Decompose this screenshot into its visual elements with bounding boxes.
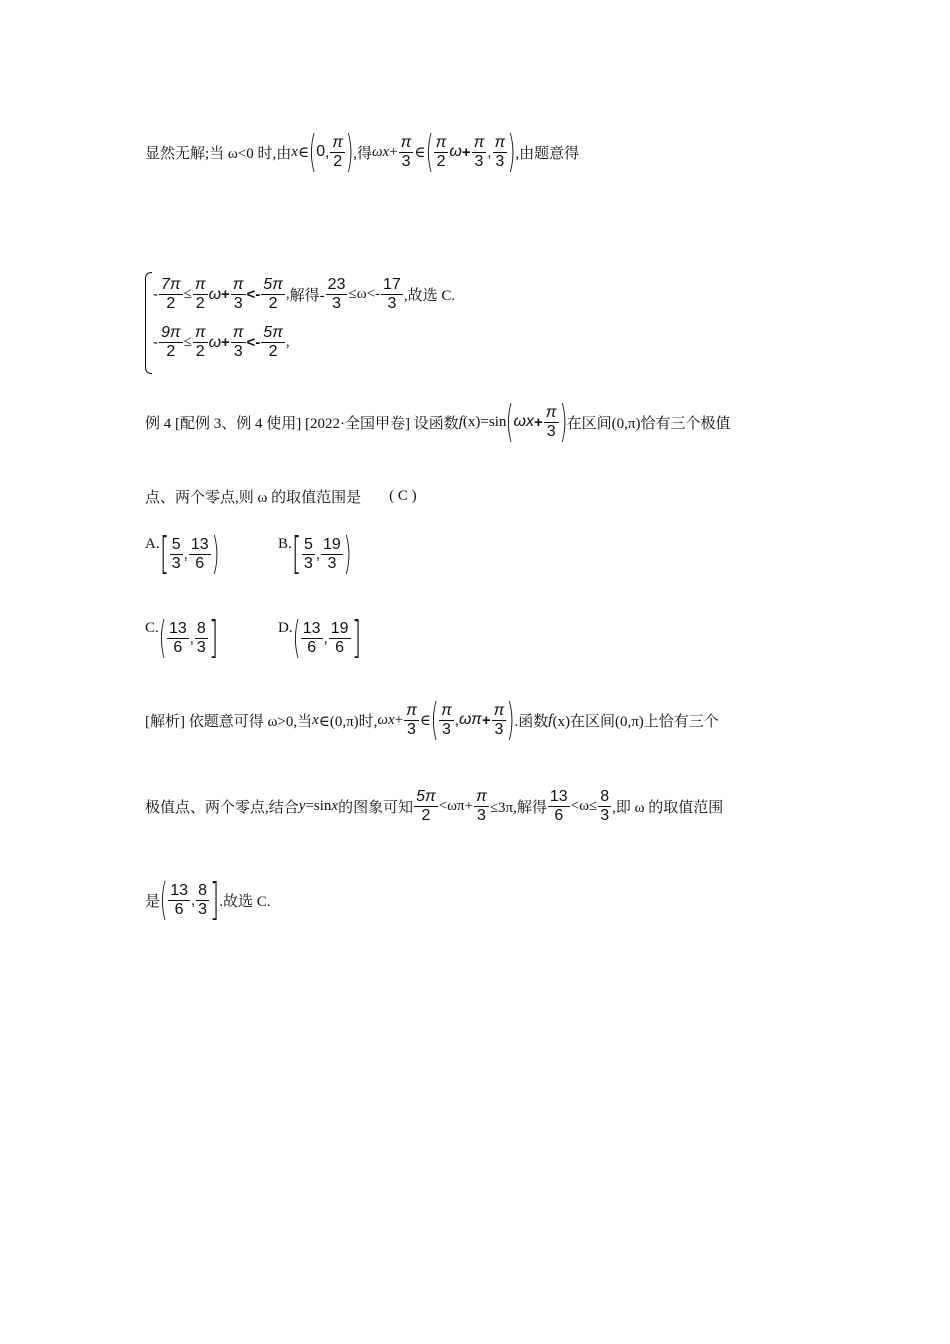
text: ∈ [297,144,310,161]
math-token: B. [278,536,292,552]
math-token: ] [208,612,219,663]
fraction [472,134,487,171]
math-token: , [190,891,196,909]
math-token: ωx [377,711,395,728]
fraction [196,882,209,919]
math-token: 点、两个零点,则 ω 的取值范围是 [145,490,362,506]
plus: + [461,143,471,161]
fraction [434,134,449,171]
fraction [193,276,208,313]
math-token: ≤ω<- [348,286,381,302]
math-token: ( [292,612,301,663]
math-token: , [315,545,321,563]
fraction [189,536,211,573]
math-token: ( [159,874,168,925]
denominator: 6 [554,807,564,824]
math-token: <ωπ+ [438,798,474,814]
numerator: π [406,701,417,719]
denominator: 6 [307,638,317,656]
numerator: π [441,701,452,719]
denominator: 6 [173,638,183,656]
numerator: 7π [161,276,181,293]
math-token: <ω≤ [570,798,598,814]
denominator: 2 [268,343,278,360]
numerator: 9π [161,324,181,341]
fraction [193,324,208,361]
solve-text: 解得- [289,288,325,304]
math-token: 例 4 [配例 3、例 4 使用] [2022·全国甲卷] 设函数 [145,415,459,432]
math-token: ) [507,694,515,745]
numerator: 23 [327,276,346,293]
denominator: 3 [600,807,610,824]
math-token: f [548,711,553,728]
fraction [159,324,183,361]
math-token: ) [211,528,220,579]
math-token: (x)在区间(0,π)上恰有三个 [552,713,719,730]
fraction [167,620,189,657]
fraction [261,276,285,313]
fraction [326,276,348,313]
fraction [231,276,246,313]
fraction [493,134,508,171]
math-token: , [285,286,290,302]
fraction [399,134,414,171]
math-token: <- [246,286,261,303]
answer: ( C ) [389,488,417,504]
system-brace [145,272,152,374]
fraction [414,788,438,825]
math-token: D. [278,620,293,636]
denominator: 3 [495,152,505,170]
numerator: π [232,276,244,293]
math-token: .故选 C. [219,893,271,910]
plus: + [389,143,398,160]
math-token: , [183,545,188,563]
math-token: .函数 [514,713,549,730]
solution-line-1 [145,126,580,177]
denominator: 3 [477,807,486,824]
math-token: ∈ [419,712,431,729]
numerator: π [194,324,206,341]
denominator: 3 [196,638,206,656]
denominator: 3 [198,900,208,918]
numerator: 19 [323,535,341,553]
fraction [544,404,559,441]
math-token: C. [145,620,159,636]
math-token: =sin [305,798,332,814]
denominator: 2 [268,295,278,312]
denominator: 2 [436,152,446,170]
math-token: ( [506,396,514,447]
math-token: , [285,334,290,350]
math-token: y [298,798,306,814]
numerator: π [332,133,344,151]
numerator: π [545,403,557,421]
denominator: 3 [233,343,243,360]
analysis-line-3 [145,874,271,925]
comma: , [325,143,330,161]
math-token: , [454,711,460,729]
numerator: π [476,788,487,805]
example-line-2 [145,486,417,507]
math-token: ωx [513,413,535,430]
fraction [302,536,315,573]
numerator: 8 [600,788,610,805]
numerator: π [435,133,447,151]
math-token: ( [430,694,439,745]
math-token: - [153,334,158,351]
denominator: 3 [474,152,484,170]
denominator: 2 [195,343,205,360]
math-token: + [221,334,230,351]
math-token: f [458,413,463,430]
math-token: + [394,711,404,728]
numerator: π [232,324,244,341]
math-token: ) [343,528,352,579]
numerator: 5π [263,276,283,293]
fraction [492,702,507,739]
math-token: (x)=sin [462,413,507,430]
math-token: ≤ [183,286,192,302]
value: 0 [316,143,326,160]
paren: ) [345,126,354,177]
math-token: x [331,798,339,814]
math-token: A. [145,536,160,552]
fraction [261,324,285,361]
system-row-2 [153,324,290,361]
numerator: 13 [549,788,568,805]
numerator: π [400,133,412,151]
denominator: 3 [332,295,342,312]
math-token: <- [246,334,261,351]
fraction [381,276,403,313]
fraction [159,276,183,313]
system-row-1 [153,276,455,313]
numerator: 5π [263,324,283,341]
math-token: ] [351,612,361,663]
denominator: 2 [166,295,176,312]
denominator: 3 [546,422,556,440]
fraction [329,620,351,657]
math-token: ∈(0,π)时, [318,713,378,730]
var-x: x [291,143,298,160]
math-token: , [189,629,194,647]
fraction [168,882,190,919]
denominator: 3 [407,720,416,738]
numerator: π [493,701,505,719]
numerator: 8 [196,619,206,637]
math-token: ω [208,285,222,303]
denominator: 3 [442,720,451,738]
numerator: 13 [190,535,209,553]
denominator: 3 [387,295,397,312]
math-token: 极值点、两个零点,结合 [145,800,299,816]
math-token: [ [291,528,302,579]
math-token: 是 [145,893,161,910]
text: ,由题意得 [515,145,580,162]
numerator: 5 [171,535,181,553]
math-token: ω [208,333,222,351]
fraction [321,536,343,573]
math-token: x [312,711,319,728]
denominator: 6 [174,900,184,918]
math-token: + [534,413,543,431]
fraction [170,536,183,573]
math-token: ,故选 C. [403,288,456,304]
math-token: ≤ [183,334,192,350]
denominator: 3 [233,295,243,312]
fraction [598,788,611,825]
choice-d [278,612,361,663]
denominator: 2 [195,295,205,312]
math-token: ] [209,874,220,925]
comma: , [487,143,492,161]
denominator: 2 [333,152,343,170]
denominator: 2 [166,343,176,360]
fraction [301,620,323,657]
numerator: π [473,133,485,151]
text: 显然无解;当 ω<0 时,由 [145,145,292,162]
denominator: 3 [327,554,337,572]
denominator: 3 [401,152,411,170]
choice-b [278,528,352,579]
fraction [439,702,454,739]
fraction [330,134,345,171]
math-token: - [153,286,158,303]
numerator: 8 [198,881,208,899]
analysis-line-2 [145,788,723,825]
numerator: 5π [416,788,436,805]
fraction [195,620,208,657]
numerator: 13 [170,881,188,899]
paren: ( [425,126,433,177]
numerator: π [494,133,506,151]
analysis-line-1 [145,694,719,745]
choice-a [145,528,220,579]
choice-c [145,612,219,663]
numerator: 19 [330,619,349,637]
fraction [231,324,246,361]
math-token: + [481,711,491,729]
math-token: ≤3π,解得 [489,800,547,816]
denominator: 6 [195,554,205,572]
paren: ( [308,126,317,177]
math-token: ωπ [459,711,482,728]
math-token: ,即 ω 的取值范围 [612,800,724,816]
math-token: + [221,286,230,303]
numerator: 17 [383,276,401,293]
fraction [474,788,489,825]
denominator: 3 [303,554,313,572]
denominator: 6 [335,638,345,656]
text: ∈ [414,144,426,161]
math-token: ( [158,612,167,663]
numerator: 5 [303,535,313,553]
numerator: 13 [302,619,321,637]
denominator: 3 [494,720,504,738]
fraction [548,788,570,825]
math-token: 在区间(0,π)恰有三个极值 [566,415,731,432]
math-token: [ [159,528,169,579]
numerator: π [194,276,206,293]
numerator: 13 [168,619,187,637]
math-token: ) [559,396,567,447]
var-wx: ωx [371,143,390,160]
text: ,得 [353,145,372,162]
math-token: [解析] 依题意可得 ω>0,当 [145,713,313,730]
fraction [404,702,419,739]
math-token: , [323,629,328,647]
omega: ω [449,143,462,160]
example-line-1 [145,396,731,447]
denominator: 3 [171,554,181,572]
math-token: 的图象可知 [338,800,414,816]
denominator: 2 [421,807,431,824]
paren: ) [507,126,516,177]
